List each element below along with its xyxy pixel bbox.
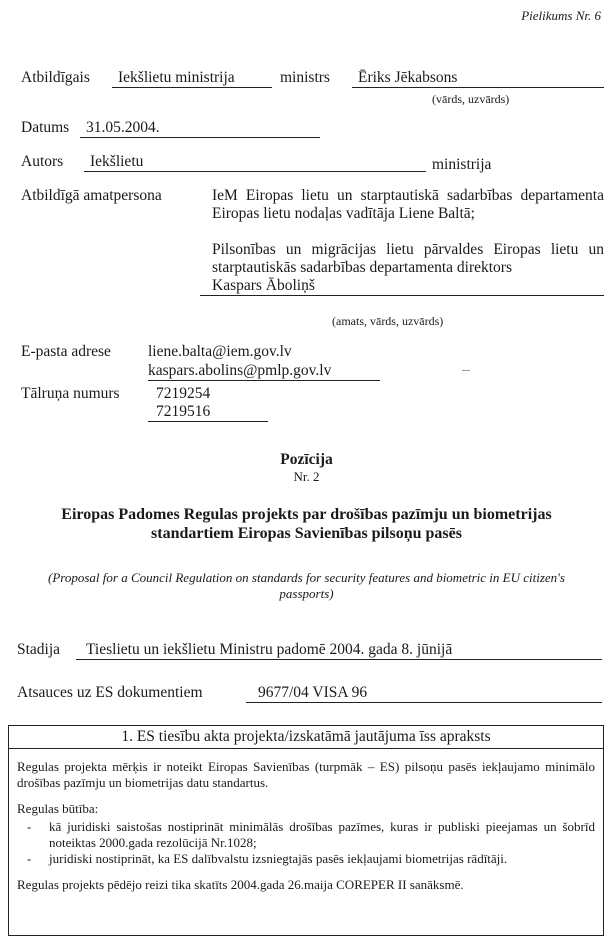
author-label: Autors bbox=[21, 153, 64, 170]
email-1: liene.balta@iem.gov.lv bbox=[148, 343, 292, 360]
references-label: Atsauces uz ES dokumentiem bbox=[17, 684, 203, 701]
list-item: - kā juridiski saistošas nostiprināt minimālās drošības pazīmes, kuras ir publiski pieejamas un šobrīd noteiktas 2000.gada rezolūcijā Nr.1028; bbox=[27, 819, 595, 850]
minister-label: ministrs bbox=[280, 69, 330, 86]
section1-essence: Regulas būtība: bbox=[17, 801, 99, 816]
date-text: 31.05.2004. bbox=[86, 119, 160, 136]
ministry-text: Iekšlietu ministrija bbox=[118, 69, 235, 86]
stage-text: Tieslietu un iekšlietu Ministru padomē 2004. gada 8. jūnijā bbox=[86, 641, 453, 658]
date-label: Datums bbox=[21, 119, 70, 136]
minister-name-text: Ēriks Jēkabsons bbox=[358, 69, 458, 86]
bullet-text-1: kā juridiski saistošas nostiprināt minimālās drošības pazīmes, kuras ir publiski pieejamas un šobrīd noteiktas 2000.gada rezolūcijā Nr.1028; bbox=[49, 819, 595, 850]
position-heading: Eiropas Padomes Regulas projekts par drošības pazīmju un biometrijas standartiem Eiropas Savienības pilsoņu pasēs bbox=[61, 506, 552, 542]
responsible-label: Atbildīgais bbox=[21, 69, 90, 86]
official-line1: IeM Eiropas lietu un starptautiskā sadarbības departamenta Eiropas lietu nodaļas vadītāja Liene Baltā; bbox=[212, 187, 604, 222]
author-value bbox=[84, 153, 426, 172]
minister-name bbox=[352, 69, 604, 88]
author-text: Iekšlietu bbox=[90, 153, 144, 170]
phone-values bbox=[148, 385, 268, 422]
position-title: Pozīcija bbox=[280, 451, 333, 468]
official-name bbox=[200, 277, 604, 296]
appendix-number: Pielikums Nr. 6 bbox=[521, 8, 601, 23]
official-caption: (amats, vārds, uzvārds) bbox=[332, 314, 444, 328]
phone-label: Tālruņa numurs bbox=[21, 385, 120, 402]
author-suffix: ministrija bbox=[432, 156, 492, 173]
section1-bullets bbox=[17, 819, 595, 867]
official-line2: Pilsonības un migrācijas lietu pārvaldes Eiropas lietu un starptautiskās sadarbības departamenta direktors bbox=[212, 241, 604, 276]
position-number: Nr. 2 bbox=[293, 469, 320, 484]
stage-label: Stadija bbox=[17, 641, 61, 658]
official-label: Atbildīgā amatpersona bbox=[21, 187, 162, 204]
email-2: kaspars.abolins@pmlp.gov.lv bbox=[148, 362, 380, 381]
official-name-text: Kaspars Āboliņš bbox=[212, 277, 315, 294]
date-value bbox=[80, 119, 320, 138]
section1-title: 1. ES tiesību akta projekta/izskatāmā jautājuma īss apraksts bbox=[9, 726, 603, 749]
section1-box bbox=[8, 725, 604, 936]
phone-2: 7219516 bbox=[148, 403, 268, 422]
section1-para1: Regulas projekta mērķis ir noteikt Eiropas Savienības (turpmāk – ES) pilsoņu pasēs iekļaujamo minimālo drošības pazīmju un biometrijas datu standartus. bbox=[17, 759, 595, 790]
section1-last: Regulas projekts pēdējo reizi tika skatīts 2004.gada 26.maija COREPER II sanāksmē. bbox=[17, 877, 464, 892]
name-caption: (vārds, uzvārds) bbox=[432, 92, 510, 106]
references-text: 9677/04 VISA 96 bbox=[258, 684, 368, 701]
responsible-ministry bbox=[112, 69, 272, 88]
list-item: - juridiski nostiprināt, ka ES dalībvalstu izsniegtajās pasēs iekļaujami biometrijas rādītāji. bbox=[27, 851, 508, 866]
email-label: E-pasta adrese bbox=[21, 343, 111, 360]
phone-1: 7219254 bbox=[156, 385, 211, 402]
position-english: (Proposal for a Council Regulation on standards for security features and biometric in EU citizen's passports) bbox=[48, 570, 565, 601]
references-value bbox=[246, 684, 602, 703]
stray-mark bbox=[462, 370, 470, 371]
stage-value bbox=[76, 641, 602, 660]
bullet-text-2: juridiski nostiprināt, ka ES dalībvalstu izsniegtajās pasēs iekļaujami biometrijas rādītāji. bbox=[49, 851, 508, 866]
